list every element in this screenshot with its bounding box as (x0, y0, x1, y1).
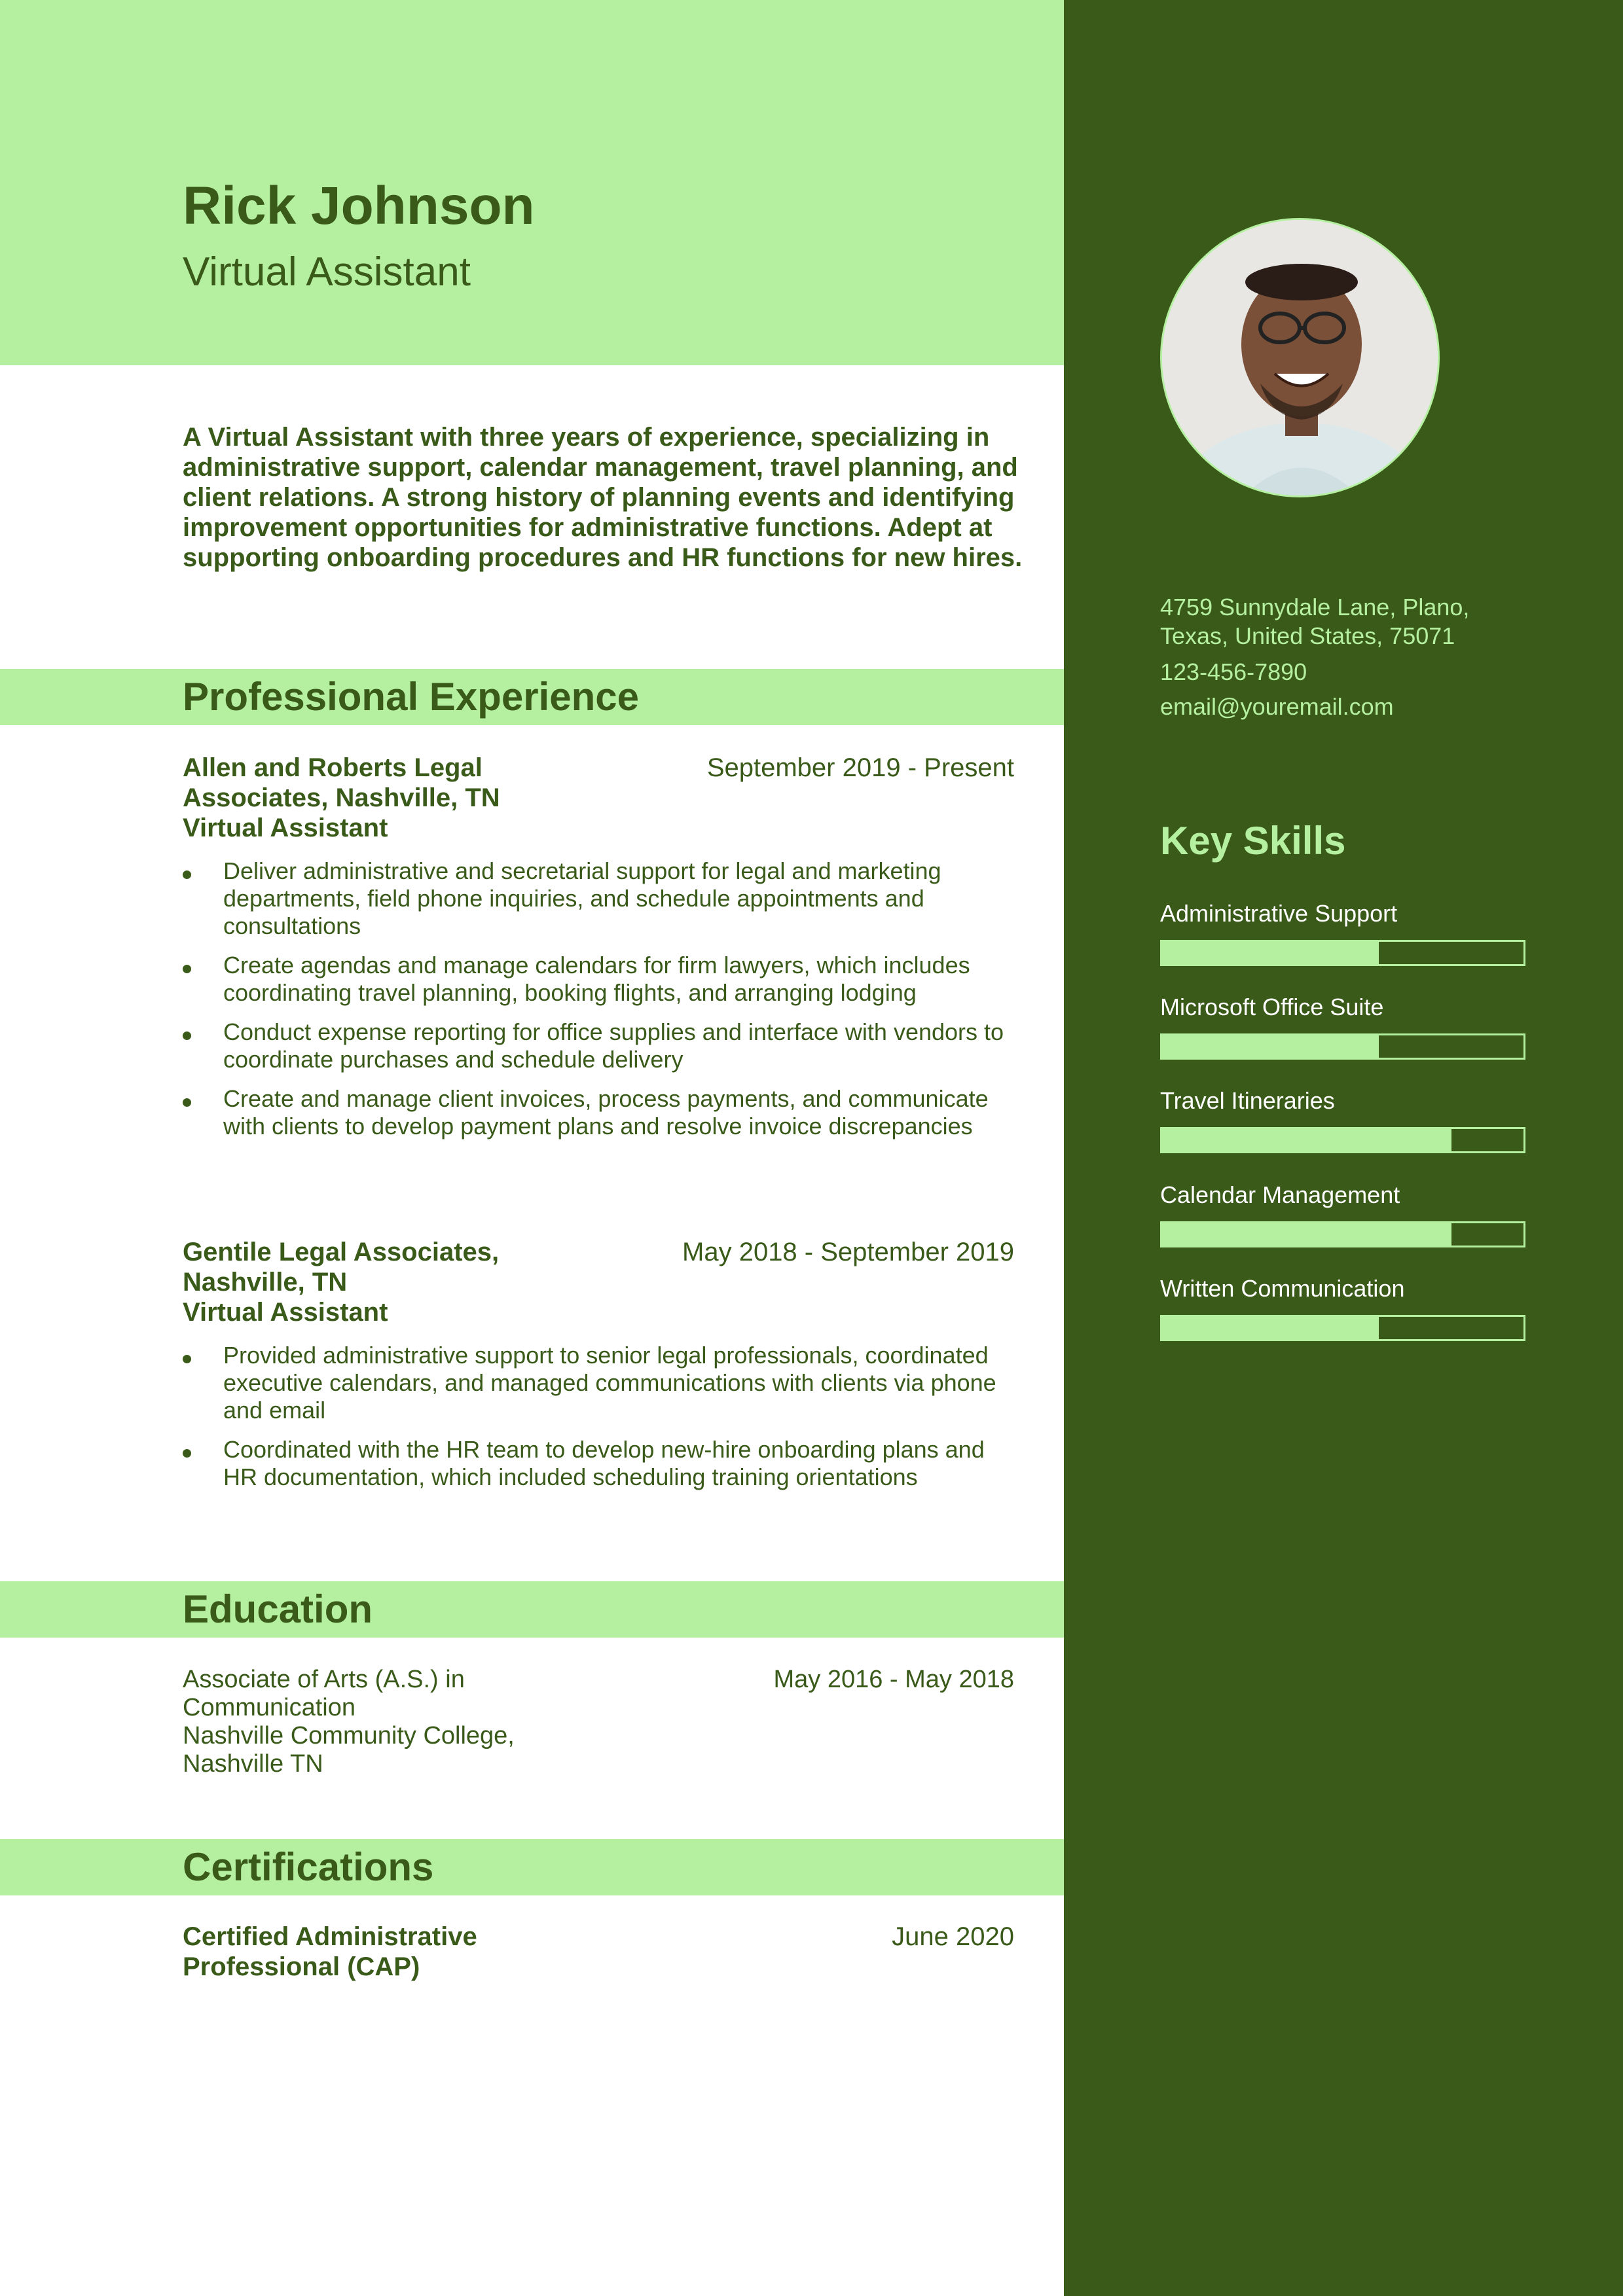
education-school: Nashville Community College, Nashville TN (183, 1722, 515, 1778)
job-company: Allen and Roberts Legal Associates, Nashville, TN (183, 753, 500, 812)
bullet-item (183, 857, 1014, 940)
education-degree: Associate of Arts (A.S.) in Communication (183, 1666, 465, 1721)
skills-heading: Key Skills (1160, 819, 1346, 863)
person-avatar-icon (1162, 220, 1440, 497)
skill-bar (1160, 1315, 1525, 1341)
skill-bar (1160, 1033, 1525, 1060)
bullet-text: Deliver administrative and secretarial support for legal and marketing departments, field phone inquiries, and schedule appointments and consultations (223, 857, 941, 939)
skill-bar-fill (1162, 1223, 1451, 1246)
contact-address-line1: 4759 Sunnydale Lane, Plano, (1160, 594, 1470, 620)
bullet-item (183, 1085, 1014, 1140)
certification-entry (183, 1922, 1014, 1982)
certifications-heading-band (0, 1839, 1064, 1895)
education-entry (183, 1666, 1014, 1778)
bullet-text: Conduct expense reporting for office supplies and interface with vendors to coordinate purchases and schedule delivery (223, 1018, 1004, 1073)
skill-bar-fill (1162, 1129, 1451, 1151)
skill-item (1160, 993, 1525, 1060)
job-entry (183, 1237, 1014, 1503)
certification-name: Certified Administrative Professional (CAP) (183, 1922, 477, 1981)
bullet-icon (183, 1449, 191, 1458)
bullet-item (183, 1018, 1014, 1073)
skill-item (1160, 899, 1525, 966)
contact-phone[interactable]: 123-456-7890 (1160, 658, 1307, 685)
job-bullets (183, 857, 1014, 1140)
bullet-icon (183, 965, 191, 973)
skill-bar (1160, 1127, 1525, 1153)
header-band (0, 0, 1064, 365)
skill-label: Administrative Support (1160, 900, 1398, 927)
bullet-item (183, 1342, 1014, 1424)
skill-bar-fill (1162, 1317, 1379, 1339)
experience-heading: Professional Experience (183, 675, 639, 719)
job-bullets (183, 1342, 1014, 1491)
bullet-icon (183, 1355, 191, 1363)
certification-date: June 2020 (892, 1922, 1014, 1951)
education-dates: May 2016 - May 2018 (773, 1666, 1014, 1693)
skill-label: Written Communication (1160, 1275, 1405, 1302)
job-role: Virtual Assistant (183, 1298, 388, 1327)
experience-heading-band (0, 669, 1064, 725)
profile-photo (1160, 218, 1440, 497)
contact-address-line2: Texas, United States, 75071 (1160, 622, 1455, 649)
skill-bar-fill (1162, 942, 1379, 964)
candidate-title: Virtual Assistant (183, 249, 471, 295)
job-dates: September 2019 - Present (706, 753, 1014, 782)
skill-item (1160, 1181, 1525, 1247)
bullet-text: Create agendas and manage calendars for firm lawyers, which includes coordinating travel planning, booking flights, and arranging lodging (223, 952, 970, 1006)
bullet-icon (183, 1098, 191, 1107)
candidate-name: Rick Johnson (183, 176, 535, 236)
summary-text: A Virtual Assistant with three years of experience, specializing in administrative support, calendar management, travel planning, and client relations. A strong history of planning events and identifying improvement opportunities for administrative functions. Adept at supporting onboarding procedures and HR functions for new hires. (183, 423, 1023, 572)
skill-bar-fill (1162, 1035, 1379, 1058)
skill-item (1160, 1086, 1525, 1153)
skill-bar (1160, 940, 1525, 966)
contact-email[interactable]: email@youremail.com (1160, 693, 1394, 720)
skill-label: Calendar Management (1160, 1181, 1400, 1208)
skill-label: Travel Itineraries (1160, 1087, 1335, 1114)
bullet-text: Create and manage client invoices, process payments, and communicate with clients to develop payment plans and resolve invoice discrepancies (223, 1085, 989, 1139)
skill-bar (1160, 1221, 1525, 1247)
bullet-item (183, 952, 1014, 1007)
job-entry (183, 753, 1014, 1152)
education-heading-band (0, 1581, 1064, 1638)
education-heading: Education (183, 1587, 373, 1631)
bullet-icon (183, 1031, 191, 1040)
job-role: Virtual Assistant (183, 814, 388, 842)
skill-item (1160, 1274, 1525, 1341)
bullet-text: Coordinated with the HR team to develop new-hire onboarding plans and HR documentation, which included scheduling training orientations (223, 1436, 985, 1490)
bullet-icon (183, 870, 191, 879)
job-company: Gentile Legal Associates, Nashville, TN (183, 1238, 500, 1297)
bullet-text: Provided administrative support to senior legal professionals, coordinated executive calendars, and managed communications with clients via phone and email (223, 1342, 996, 1424)
skill-label: Microsoft Office Suite (1160, 994, 1384, 1020)
bullet-item (183, 1436, 1014, 1491)
job-dates: May 2018 - September 2019 (682, 1238, 1014, 1266)
certifications-heading: Certifications (183, 1845, 434, 1889)
